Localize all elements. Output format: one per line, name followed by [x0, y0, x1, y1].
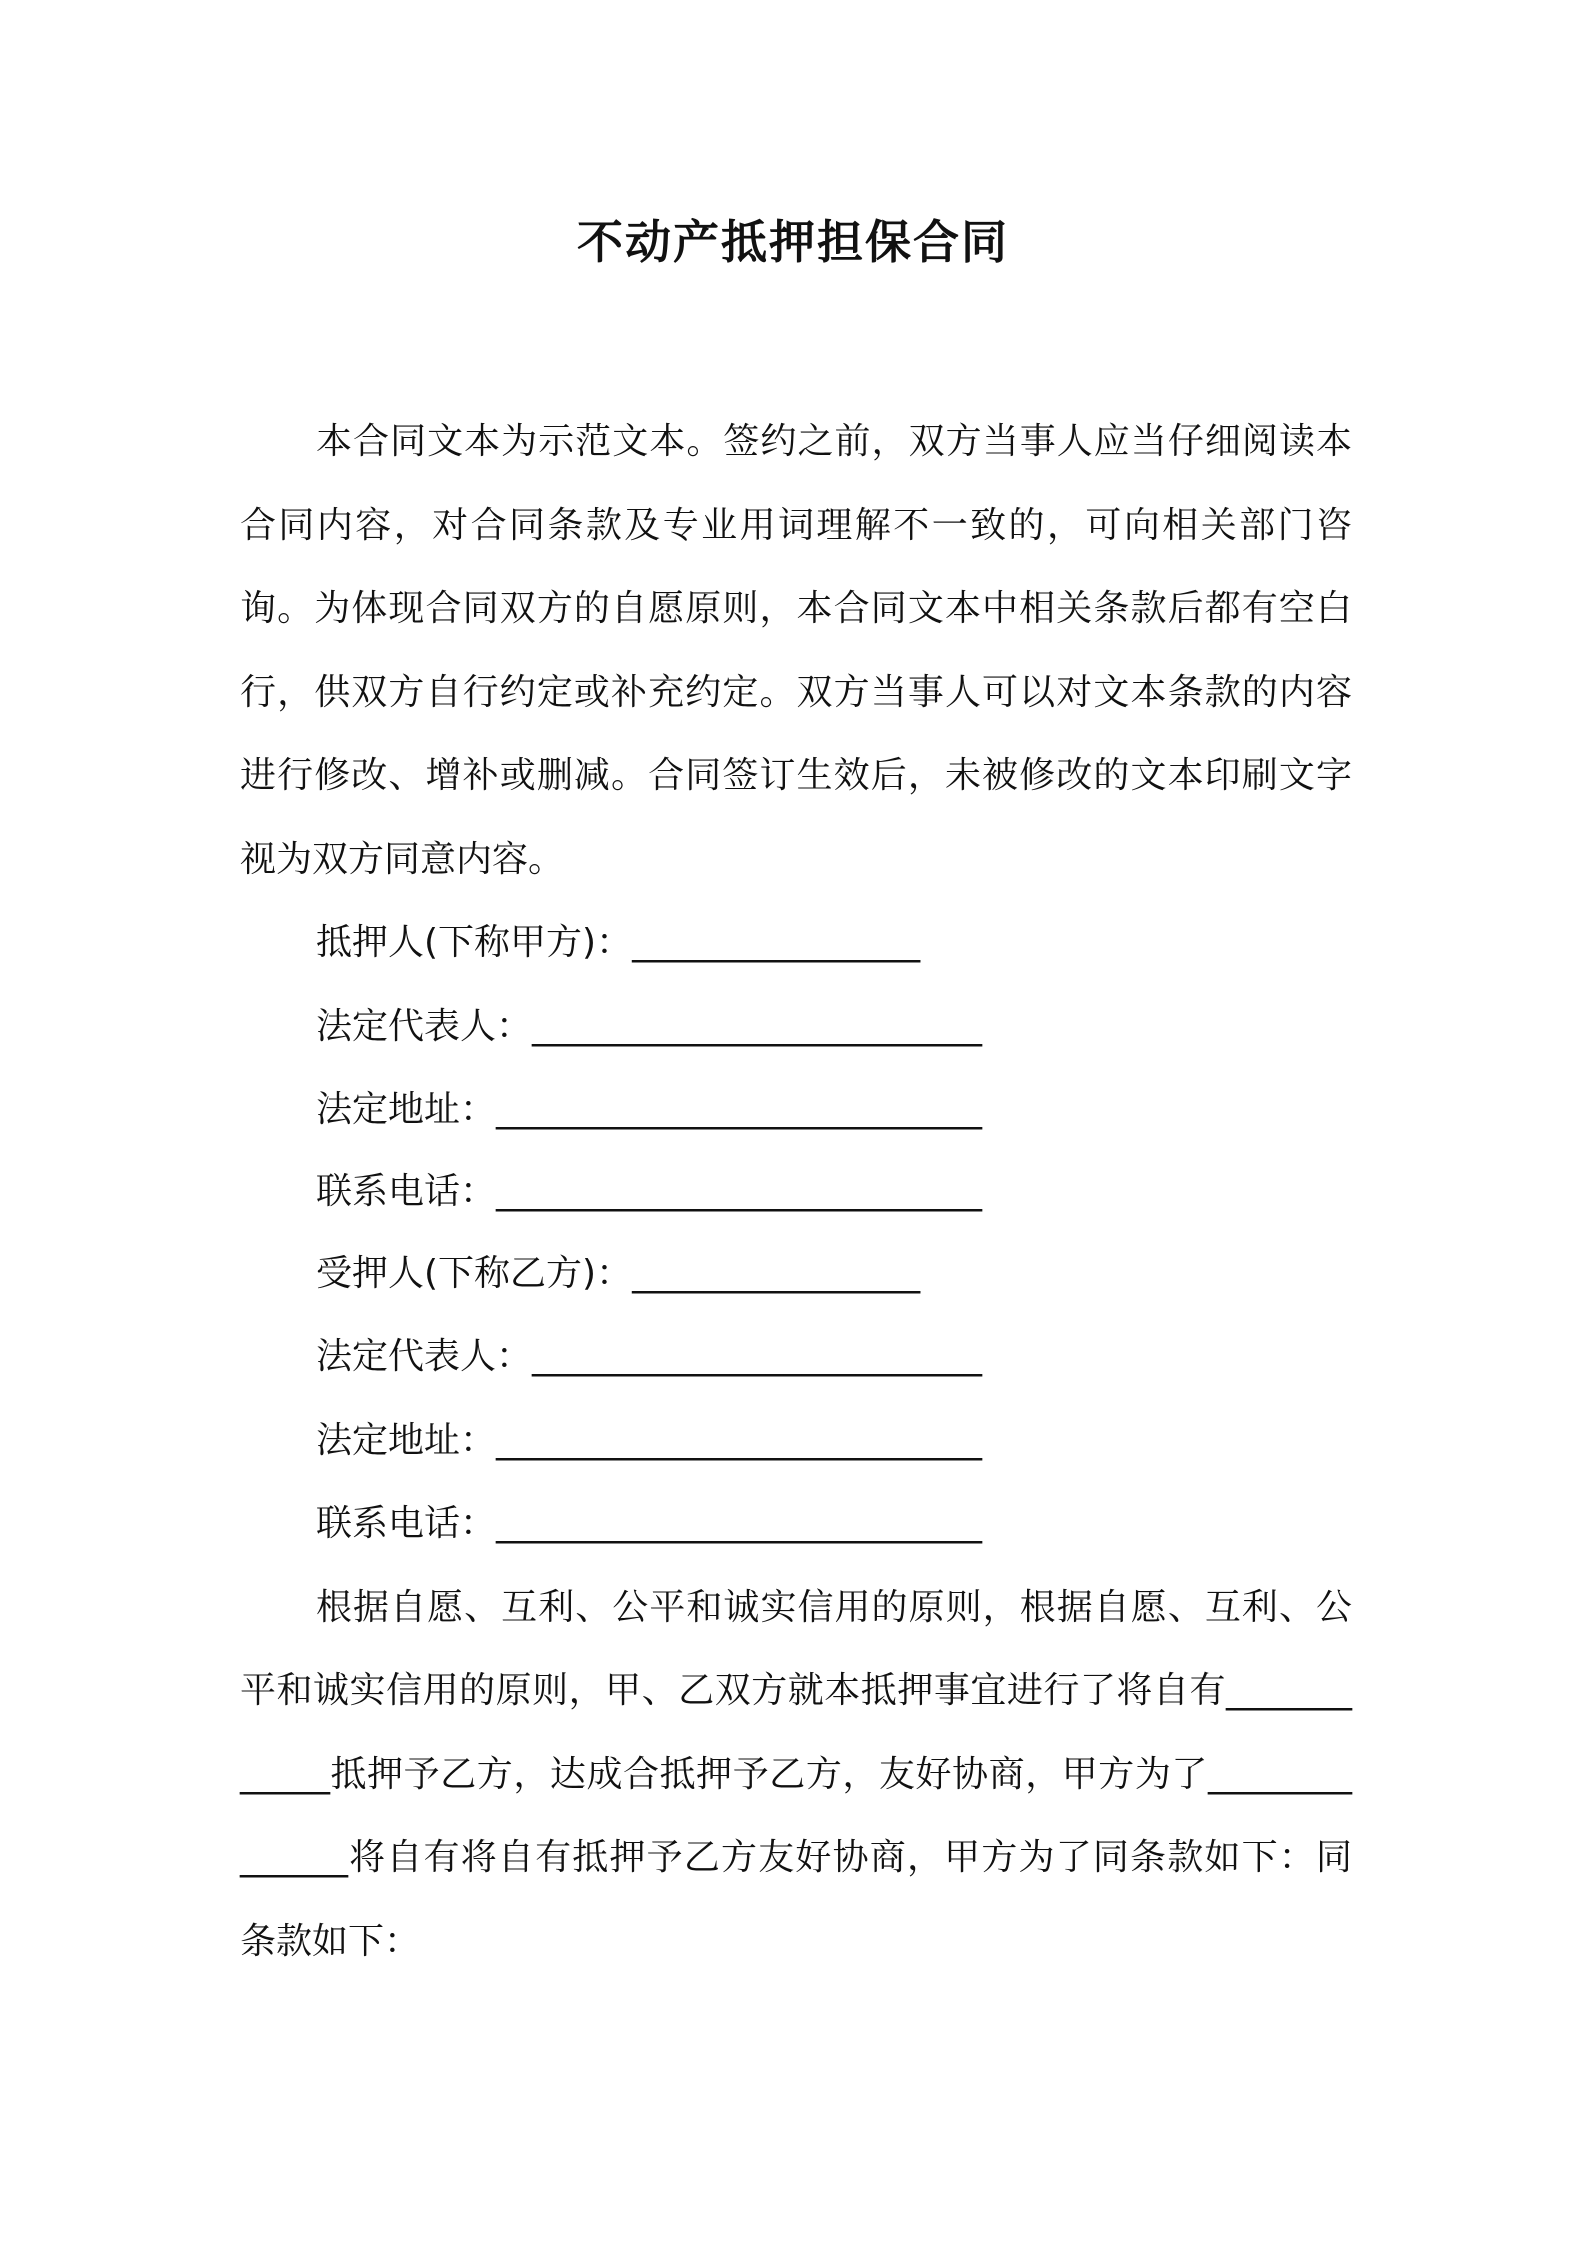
closing-blank2: ______________ [240, 1753, 1352, 1878]
party-a-address-field [240, 1068, 1352, 1152]
party-a-address-label: 法定地址： [316, 1089, 497, 1130]
intro-paragraph: 本合同文本为示范文本。签约之前，双方当事人应当仔细阅读本合同内容，对合同条款及专业用词理解不一致的，可向相关部门咨询。为体现合同双方的自愿原则，本合同文本中相关条款后都有空白行，供双方自行约定或补充约定。双方当事人可以对文本条款的内容进行修改、增补或删减。合同签订生效后，未被修改的文本印刷文字视为双方同意内容。 [240, 421, 1352, 880]
party-b-blank: ________________ [632, 1252, 921, 1294]
party-b-address-field [240, 1399, 1352, 1483]
party-b-address-blank: ___________________________ [496, 1419, 983, 1461]
party-a-label: 抵押人(下称甲方)： [316, 922, 633, 963]
party-b-rep-label: 法定代表人： [316, 1336, 533, 1377]
party-b-phone-label: 联系电话： [316, 1503, 497, 1544]
document-body [240, 400, 1352, 1983]
party-a-phone-field [240, 1152, 1352, 1232]
party-b-rep-blank: _________________________ [532, 1336, 983, 1377]
party-b-address-label: 法定地址： [316, 1419, 497, 1461]
party-b-rep-field [240, 1315, 1352, 1399]
party-b-label: 受押人(下称乙方)： [316, 1252, 633, 1294]
document-title: 不动产抵押担保合同 [577, 215, 1009, 269]
party-a-rep-field [240, 985, 1352, 1069]
closing-part3: 将自有将自有抵押予乙方友好协商，甲方为了同条款如下：同条款如下： [240, 1837, 1352, 1962]
party-a-rep-blank: _________________________ [532, 1005, 983, 1047]
closing-paragraph [240, 1566, 1352, 1984]
party-b-phone-field [240, 1482, 1352, 1566]
party-a-address-blank: ___________________________ [496, 1089, 983, 1130]
closing-blank1: ____________ [240, 1670, 1352, 1795]
party-a-blank: ________________ [632, 922, 921, 963]
party-b-field [240, 1232, 1352, 1316]
party-a-phone-blank: ___________________________ [496, 1170, 983, 1212]
party-b-phone-blank: ___________________________ [496, 1503, 983, 1544]
closing-part1: 根据自愿、互利、公平和诚实信用的原则，根据自愿、互利、公平和诚实信用的原则，甲、乙双方就本抵押事宜进行了将自有 [240, 1586, 1352, 1711]
party-a-rep-label: 法定代表人： [316, 1005, 533, 1047]
party-a-field [240, 901, 1352, 985]
party-a-phone-label: 联系电话： [316, 1170, 497, 1212]
closing-part2: 抵押予乙方，达成合抵押予乙方，友好协商，甲方为了 [330, 1753, 1208, 1795]
